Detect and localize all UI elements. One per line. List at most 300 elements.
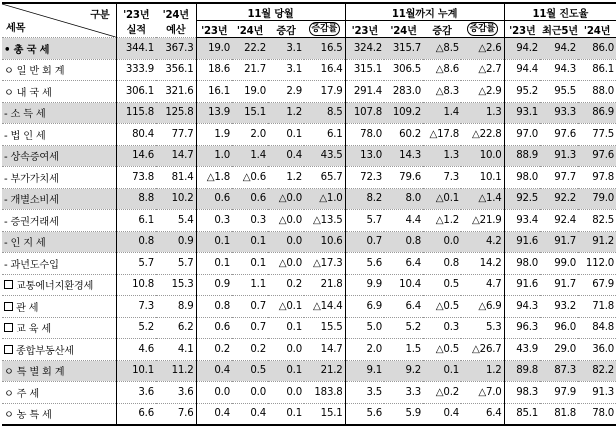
table-cell: 81.4 bbox=[156, 167, 196, 189]
table-cell: 6.4 bbox=[461, 403, 504, 425]
table-cell: 0.1 bbox=[268, 124, 304, 146]
row-label bbox=[2, 210, 116, 232]
table-cell: 0.1 bbox=[196, 253, 232, 275]
table-cell: 107.8 bbox=[345, 102, 384, 124]
row-label bbox=[2, 360, 116, 382]
sub-col-header: '24년 bbox=[232, 21, 268, 38]
table-cell: 6.1 bbox=[304, 124, 345, 146]
table-cell: 0.1 bbox=[268, 317, 304, 339]
row-label bbox=[2, 339, 116, 361]
table-cell: 21.8 bbox=[304, 274, 345, 296]
table-cell: △17.8 bbox=[423, 124, 461, 146]
table-cell: 91.7 bbox=[540, 231, 578, 253]
table-cell: 344.1 bbox=[116, 38, 156, 60]
row-label bbox=[2, 296, 116, 318]
table-cell: 183.8 bbox=[304, 382, 345, 404]
table-cell: 0.4 bbox=[423, 403, 461, 425]
table-row bbox=[2, 59, 616, 81]
table-row bbox=[2, 102, 616, 124]
row-label bbox=[2, 253, 116, 275]
table-cell: 97.6 bbox=[578, 145, 616, 167]
table-cell: 1.4 bbox=[232, 145, 268, 167]
table-row bbox=[2, 210, 616, 232]
table-row bbox=[2, 253, 616, 275]
table-cell: 8.9 bbox=[156, 296, 196, 318]
table-cell: 356.1 bbox=[156, 59, 196, 81]
row-label bbox=[2, 403, 116, 425]
table-cell: 85.1 bbox=[504, 403, 540, 425]
table-cell: 0.4 bbox=[268, 145, 304, 167]
tax-item-name: ㅇ 내 국 세 bbox=[4, 87, 52, 99]
table-cell: 16.1 bbox=[196, 81, 232, 103]
table-cell: △0.1 bbox=[268, 296, 304, 318]
sub-col-header: 증감률 bbox=[461, 21, 504, 38]
tax-item-name: - 인 지 세 bbox=[4, 238, 46, 250]
table-cell: 5.9 bbox=[384, 403, 423, 425]
table-cell: 16.5 bbox=[304, 38, 345, 60]
table-cell: 92.5 bbox=[504, 188, 540, 210]
table-cell: 79.0 bbox=[578, 188, 616, 210]
tax-item-name: - 개별소비세 bbox=[4, 195, 59, 207]
table-cell: 97.8 bbox=[578, 167, 616, 189]
table-cell: 13.9 bbox=[196, 102, 232, 124]
table-body bbox=[2, 38, 616, 426]
table-cell: 92.2 bbox=[540, 188, 578, 210]
row-label bbox=[2, 81, 116, 103]
table-cell: 0.7 bbox=[345, 231, 384, 253]
table-cell: 0.9 bbox=[196, 274, 232, 296]
table-cell: 8.0 bbox=[384, 188, 423, 210]
table-cell: 1.9 bbox=[196, 124, 232, 146]
table-cell: 9.1 bbox=[345, 360, 384, 382]
table-cell: 13.0 bbox=[345, 145, 384, 167]
table-cell: 7.3 bbox=[116, 296, 156, 318]
table-cell: 4.1 bbox=[156, 339, 196, 361]
tax-item-name: ㅇ 일 반 회 계 bbox=[4, 66, 65, 78]
table-cell: 93.4 bbox=[504, 210, 540, 232]
table-cell: 14.7 bbox=[156, 145, 196, 167]
table-cell: 86.9 bbox=[578, 102, 616, 124]
table-row bbox=[2, 38, 616, 60]
table-cell: 0.4 bbox=[196, 360, 232, 382]
table-cell: △2.7 bbox=[461, 59, 504, 81]
table-cell: 0.5 bbox=[232, 360, 268, 382]
table-cell: 0.0 bbox=[268, 382, 304, 404]
table-cell: 0.3 bbox=[232, 210, 268, 232]
table-cell: 18.6 bbox=[196, 59, 232, 81]
table-cell: 5.2 bbox=[116, 317, 156, 339]
table-cell: 14.6 bbox=[116, 145, 156, 167]
group-cumulative: 11월까지 누계 bbox=[345, 3, 504, 21]
table-cell: 333.9 bbox=[116, 59, 156, 81]
table-cell: 3.5 bbox=[345, 382, 384, 404]
tax-item-name: 교통에너지환경세 bbox=[16, 281, 94, 293]
table-cell: 6.4 bbox=[384, 253, 423, 275]
table-cell: 6.9 bbox=[345, 296, 384, 318]
table-cell: 0.3 bbox=[423, 317, 461, 339]
table-cell: 1.0 bbox=[196, 145, 232, 167]
table-cell: △8.3 bbox=[423, 81, 461, 103]
table-cell: 0.6 bbox=[196, 317, 232, 339]
table-cell: 94.2 bbox=[540, 38, 578, 60]
table-cell: 81.8 bbox=[540, 403, 578, 425]
table-cell: 8.2 bbox=[345, 188, 384, 210]
table-cell: 21.2 bbox=[304, 360, 345, 382]
table-cell: 3.6 bbox=[116, 382, 156, 404]
table-cell: 82.2 bbox=[578, 360, 616, 382]
table-cell: 10.1 bbox=[461, 167, 504, 189]
table-cell: 19.0 bbox=[232, 81, 268, 103]
table-cell: 5.7 bbox=[156, 253, 196, 275]
table-cell: 95.5 bbox=[540, 81, 578, 103]
table-cell: 0.1 bbox=[232, 231, 268, 253]
table-cell: △0.0 bbox=[268, 210, 304, 232]
row-label bbox=[2, 231, 116, 253]
table-cell: 86.1 bbox=[578, 59, 616, 81]
table-row bbox=[2, 317, 616, 339]
square-bullet-icon bbox=[4, 302, 13, 311]
sub-col-header: '23년 bbox=[196, 21, 232, 38]
group-progress: 11월 진도율 bbox=[504, 3, 616, 21]
table-cell: 94.3 bbox=[504, 296, 540, 318]
tax-item-name: ㅇ 농 특 세 bbox=[4, 410, 52, 422]
table-cell: 77.7 bbox=[156, 124, 196, 146]
table-cell: 5.4 bbox=[156, 210, 196, 232]
table-cell: 93.3 bbox=[540, 102, 578, 124]
table-cell: △1.0 bbox=[304, 188, 345, 210]
table-cell: 15.5 bbox=[304, 317, 345, 339]
table-cell: 0.0 bbox=[268, 339, 304, 361]
table-cell: 14.3 bbox=[384, 145, 423, 167]
table-cell: 87.3 bbox=[540, 360, 578, 382]
table-cell: 0.1 bbox=[268, 360, 304, 382]
tax-item-name: ㅇ 특 별 회 계 bbox=[4, 367, 65, 379]
tax-revenue-table bbox=[2, 2, 616, 426]
table-cell: 324.2 bbox=[345, 38, 384, 60]
table-cell: 0.1 bbox=[232, 253, 268, 275]
table-cell: 0.0 bbox=[232, 382, 268, 404]
table-cell: 112.0 bbox=[578, 253, 616, 275]
table-cell: 91.6 bbox=[504, 274, 540, 296]
table-cell: 88.0 bbox=[578, 81, 616, 103]
table-cell: 315.7 bbox=[384, 38, 423, 60]
row-label bbox=[2, 38, 116, 60]
corner-header bbox=[2, 3, 116, 38]
tax-item-name: - 법 인 세 bbox=[4, 130, 46, 142]
table-cell: 10.2 bbox=[156, 188, 196, 210]
tax-item-name: 교 육 세 bbox=[16, 324, 51, 336]
table-cell: △13.5 bbox=[304, 210, 345, 232]
table-cell: 91.6 bbox=[504, 231, 540, 253]
table-cell: 14.2 bbox=[461, 253, 504, 275]
table-cell: 0.4 bbox=[232, 403, 268, 425]
table-cell: 17.9 bbox=[304, 81, 345, 103]
table-cell: 80.4 bbox=[116, 124, 156, 146]
table-cell: 1.3 bbox=[423, 145, 461, 167]
table-cell: 306.5 bbox=[384, 59, 423, 81]
table-cell: 84.8 bbox=[578, 317, 616, 339]
tax-item-name: ㅇ 주 세 bbox=[4, 388, 39, 400]
table-cell: 5.6 bbox=[345, 253, 384, 275]
table-cell: 3.6 bbox=[156, 382, 196, 404]
table-cell: 2.0 bbox=[232, 124, 268, 146]
col-2023-actual: '23년 실적 bbox=[116, 3, 156, 38]
gubun-label: 구분 bbox=[90, 10, 110, 21]
table-cell: 115.8 bbox=[116, 102, 156, 124]
table-cell: 1.2 bbox=[268, 102, 304, 124]
table-cell: 78.0 bbox=[345, 124, 384, 146]
table-cell: 5.0 bbox=[345, 317, 384, 339]
table-cell: 82.5 bbox=[578, 210, 616, 232]
tax-item-name: - 과년도수입 bbox=[4, 259, 59, 271]
table-cell: 10.8 bbox=[116, 274, 156, 296]
table-cell: △2.9 bbox=[461, 81, 504, 103]
table-cell: △0.0 bbox=[268, 253, 304, 275]
table-cell: 5.7 bbox=[116, 253, 156, 275]
table-cell: 4.6 bbox=[116, 339, 156, 361]
row-label bbox=[2, 59, 116, 81]
table-cell: 0.1 bbox=[268, 403, 304, 425]
tax-item-name: - 증권거래세 bbox=[4, 216, 59, 228]
table-cell: 5.2 bbox=[384, 317, 423, 339]
row-label bbox=[2, 188, 116, 210]
table-cell: 97.6 bbox=[540, 124, 578, 146]
table-cell: 67.9 bbox=[578, 274, 616, 296]
table-cell: 1.2 bbox=[461, 360, 504, 382]
table-cell: 79.6 bbox=[384, 167, 423, 189]
tax-item-name: - 상속증여세 bbox=[4, 152, 59, 164]
table-cell: 0.8 bbox=[116, 231, 156, 253]
table-cell: 1.5 bbox=[384, 339, 423, 361]
table-cell: 1.4 bbox=[423, 102, 461, 124]
row-label bbox=[2, 274, 116, 296]
table-cell: 9.9 bbox=[345, 274, 384, 296]
table-cell: △1.4 bbox=[461, 188, 504, 210]
tax-item-name: - 소 득 세 bbox=[4, 109, 46, 121]
sub-col-header: 증감 bbox=[268, 21, 304, 38]
table-cell: 19.0 bbox=[196, 38, 232, 60]
table-cell: 2.9 bbox=[268, 81, 304, 103]
table-cell: △22.8 bbox=[461, 124, 504, 146]
table-cell: 43.9 bbox=[504, 339, 540, 361]
table-row bbox=[2, 167, 616, 189]
table-cell: △0.1 bbox=[423, 188, 461, 210]
table-cell: △21.9 bbox=[461, 210, 504, 232]
table-header bbox=[2, 3, 616, 38]
table-cell: 36.0 bbox=[578, 339, 616, 361]
table-cell: 97.9 bbox=[540, 382, 578, 404]
table-cell: △8.6 bbox=[423, 59, 461, 81]
table-cell: 93.1 bbox=[504, 102, 540, 124]
table-cell: 4.7 bbox=[461, 274, 504, 296]
table-cell: 65.7 bbox=[304, 167, 345, 189]
table-cell: 10.4 bbox=[384, 274, 423, 296]
table-cell: 60.2 bbox=[384, 124, 423, 146]
table-cell: 0.1 bbox=[423, 360, 461, 382]
row-label bbox=[2, 167, 116, 189]
table-cell: 86.0 bbox=[578, 38, 616, 60]
table-cell: 15.1 bbox=[232, 102, 268, 124]
table-row bbox=[2, 188, 616, 210]
sub-col-header: 증감 bbox=[423, 21, 461, 38]
table-cell: 93.2 bbox=[540, 296, 578, 318]
table-cell: 96.3 bbox=[504, 317, 540, 339]
table-cell: 1.3 bbox=[461, 102, 504, 124]
table-cell: 92.4 bbox=[540, 210, 578, 232]
table-cell: 1.2 bbox=[268, 167, 304, 189]
table-row bbox=[2, 124, 616, 146]
table-cell: 15.1 bbox=[304, 403, 345, 425]
table-cell: 10.1 bbox=[116, 360, 156, 382]
table-cell: 15.3 bbox=[156, 274, 196, 296]
table-cell: 10.0 bbox=[461, 145, 504, 167]
table-cell: 0.2 bbox=[196, 339, 232, 361]
sub-col-header: 최근5년 bbox=[540, 21, 578, 38]
table-cell: 5.3 bbox=[461, 317, 504, 339]
table-cell: 6.4 bbox=[384, 296, 423, 318]
table-cell: 8.5 bbox=[304, 102, 345, 124]
tax-item-name: - 부가가치세 bbox=[4, 173, 59, 185]
table-cell: △2.6 bbox=[461, 38, 504, 60]
table-cell: 125.8 bbox=[156, 102, 196, 124]
square-bullet-icon bbox=[4, 323, 13, 332]
table-cell: 0.0 bbox=[423, 231, 461, 253]
table-cell: 0.1 bbox=[196, 231, 232, 253]
table-cell: 10.6 bbox=[304, 231, 345, 253]
table-cell: 0.6 bbox=[232, 188, 268, 210]
table-cell: △1.8 bbox=[196, 167, 232, 189]
table-cell: 0.3 bbox=[196, 210, 232, 232]
table-row bbox=[2, 360, 616, 382]
table-cell: 7.6 bbox=[156, 403, 196, 425]
table-cell: 0.9 bbox=[156, 231, 196, 253]
table-row bbox=[2, 382, 616, 404]
table-row bbox=[2, 81, 616, 103]
table-cell: 21.7 bbox=[232, 59, 268, 81]
table-cell: 6.6 bbox=[116, 403, 156, 425]
row-label bbox=[2, 102, 116, 124]
table-cell: 77.5 bbox=[578, 124, 616, 146]
table-cell: 72.3 bbox=[345, 167, 384, 189]
row-label bbox=[2, 317, 116, 339]
table-cell: 0.2 bbox=[232, 339, 268, 361]
row-label bbox=[2, 124, 116, 146]
table-cell: 98.3 bbox=[504, 382, 540, 404]
table-cell: 0.8 bbox=[423, 253, 461, 275]
sub-col-header: '23년 bbox=[504, 21, 540, 38]
table-cell: 11.2 bbox=[156, 360, 196, 382]
table-cell: 14.7 bbox=[304, 339, 345, 361]
table-cell: 99.0 bbox=[540, 253, 578, 275]
table-cell: 91.3 bbox=[540, 145, 578, 167]
table-cell: 91.3 bbox=[578, 382, 616, 404]
table-cell: 5.7 bbox=[345, 210, 384, 232]
table-cell: △1.2 bbox=[423, 210, 461, 232]
table-cell: 8.8 bbox=[116, 188, 156, 210]
table-cell: △0.0 bbox=[268, 188, 304, 210]
table-cell: 0.0 bbox=[268, 231, 304, 253]
table-cell: 91.7 bbox=[540, 274, 578, 296]
sub-col-header: '23년 bbox=[345, 21, 384, 38]
table-cell: △0.2 bbox=[423, 382, 461, 404]
table-cell: 4.2 bbox=[461, 231, 504, 253]
table-cell: 89.8 bbox=[504, 360, 540, 382]
tax-item-name: 관 세 bbox=[16, 302, 39, 314]
semok-label: 세목 bbox=[6, 23, 26, 34]
table-cell: 306.1 bbox=[116, 81, 156, 103]
row-label bbox=[2, 382, 116, 404]
table-row bbox=[2, 296, 616, 318]
sub-col-header: '24년 bbox=[578, 21, 616, 38]
table-cell: 16.4 bbox=[304, 59, 345, 81]
table-cell: 94.2 bbox=[504, 38, 540, 60]
table-cell: 98.0 bbox=[504, 253, 540, 275]
sub-col-header: 증감률 bbox=[304, 21, 345, 38]
table-row bbox=[2, 403, 616, 425]
tax-item-name: 종합부동산세 bbox=[16, 345, 74, 357]
table-cell: 98.0 bbox=[504, 167, 540, 189]
table-cell: △6.9 bbox=[461, 296, 504, 318]
table-cell: 321.6 bbox=[156, 81, 196, 103]
table-cell: △0.5 bbox=[423, 339, 461, 361]
table-cell: 0.7 bbox=[232, 317, 268, 339]
square-bullet-icon bbox=[4, 280, 13, 289]
table-cell: 97.0 bbox=[504, 124, 540, 146]
table-cell: 3.1 bbox=[268, 59, 304, 81]
table-cell: △7.0 bbox=[461, 382, 504, 404]
group-monthly: 11월 당월 bbox=[196, 3, 345, 21]
table-cell: 3.3 bbox=[384, 382, 423, 404]
table-cell: 91.2 bbox=[578, 231, 616, 253]
table-row bbox=[2, 274, 616, 296]
table-cell: 6.2 bbox=[156, 317, 196, 339]
table-cell: 0.8 bbox=[384, 231, 423, 253]
table-cell: 283.0 bbox=[384, 81, 423, 103]
table-cell: 29.0 bbox=[540, 339, 578, 361]
table-cell: 97.7 bbox=[540, 167, 578, 189]
table-cell: △26.7 bbox=[461, 339, 504, 361]
table-cell: △8.5 bbox=[423, 38, 461, 60]
table-cell: 109.2 bbox=[384, 102, 423, 124]
table-cell: 4.4 bbox=[384, 210, 423, 232]
tax-item-name: • 총 국 세 bbox=[4, 44, 50, 56]
table-cell: 2.0 bbox=[345, 339, 384, 361]
table-row bbox=[2, 145, 616, 167]
table-cell: 0.7 bbox=[232, 296, 268, 318]
row-label bbox=[2, 145, 116, 167]
table-cell: 22.2 bbox=[232, 38, 268, 60]
table-cell: 94.4 bbox=[504, 59, 540, 81]
table-cell: 9.2 bbox=[384, 360, 423, 382]
table-cell: 94.3 bbox=[540, 59, 578, 81]
table-row bbox=[2, 231, 616, 253]
table-cell: 78.0 bbox=[578, 403, 616, 425]
table-cell: 0.6 bbox=[196, 188, 232, 210]
sub-col-header: '24년 bbox=[384, 21, 423, 38]
table-cell: 291.4 bbox=[345, 81, 384, 103]
table-cell: 95.2 bbox=[504, 81, 540, 103]
table-cell: 0.0 bbox=[196, 382, 232, 404]
table-cell: 3.1 bbox=[268, 38, 304, 60]
table-cell: 0.5 bbox=[423, 274, 461, 296]
table-cell: 0.4 bbox=[196, 403, 232, 425]
table-cell: 88.9 bbox=[504, 145, 540, 167]
table-cell: △0.5 bbox=[423, 296, 461, 318]
table-row bbox=[2, 339, 616, 361]
table-cell: 367.3 bbox=[156, 38, 196, 60]
table-cell: 43.5 bbox=[304, 145, 345, 167]
table-cell: 71.8 bbox=[578, 296, 616, 318]
